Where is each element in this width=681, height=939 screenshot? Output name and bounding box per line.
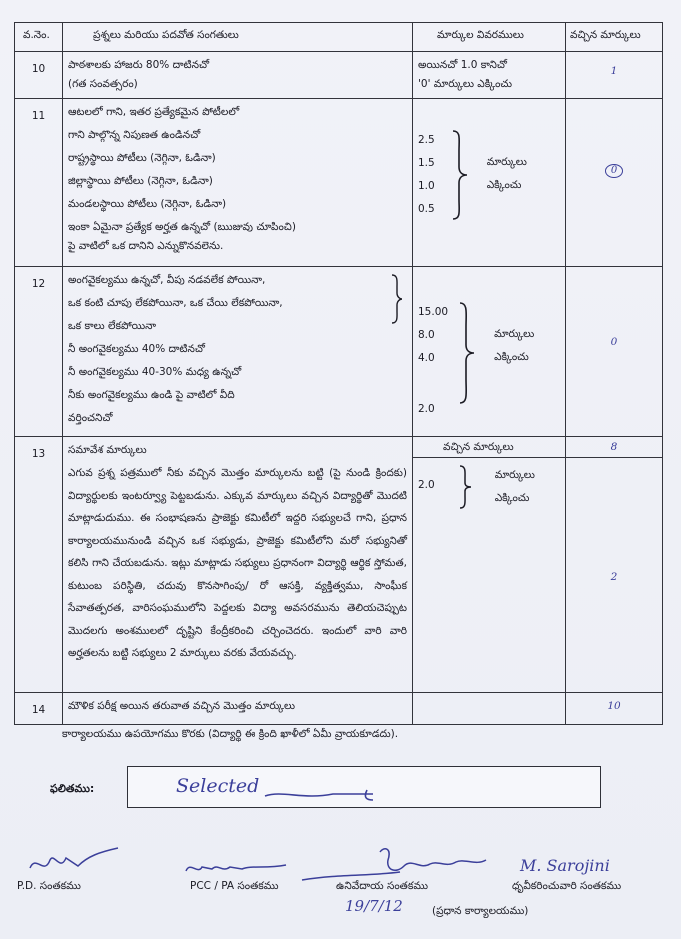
- result-underline-icon: [263, 787, 413, 806]
- question-cell: [63, 99, 413, 267]
- unit-line: మార్కులు: [494, 328, 535, 340]
- row-number: 13: [15, 437, 63, 693]
- question-line: ఒక కంటి చూపు లేకపోయినా, ఒక చేయి లేకపోయినా,: [68, 297, 283, 309]
- marks-unit: [481, 464, 535, 510]
- verifier-signature-label: ఉనివేదాయ సంతకము: [336, 880, 429, 892]
- sub-heading: వచ్చిన మార్కులు: [413, 437, 565, 458]
- marks-table: [14, 22, 663, 725]
- marks-value: 2.0: [418, 479, 435, 491]
- unit-line: మార్కులు: [486, 156, 527, 168]
- question-cell: [63, 267, 413, 437]
- pcc-signature-label: PCC / PA సంతకము: [190, 880, 279, 892]
- header-sno: వ.నెం.: [15, 23, 63, 52]
- table-row-13: [15, 437, 663, 693]
- details-cell: [413, 437, 566, 693]
- marks-unit: [480, 301, 534, 369]
- row-number: 12: [15, 267, 63, 437]
- question-line: మండలస్థాయి పోటీలు (నెగ్గినా, ఓడినా): [68, 198, 227, 210]
- result-label: ఫలితము:: [50, 782, 95, 795]
- row-number: 11: [15, 99, 63, 267]
- question-cell: మౌళిక పరీక్ష అయిన తరువాత వచ్చిన మొత్తం మార్కులు: [63, 693, 413, 725]
- marks-values: [418, 464, 435, 497]
- awarded-marks: [566, 99, 663, 267]
- table-header-row: [15, 23, 663, 52]
- interview-paragraph: ఎగువ ప్రశ్న పత్రములో నీకు వచ్చిన మొత్తం మార్కులను బట్టి (పై నుండి క్రిందకు) విద్యార్థులకు ఇంటర్వ్యూ పెట్టబడును. ఎక్కువ మార్కులు వచ్చిన విద్యార్థితో మొదటి మాట్లాడుదుము. ఈ సంభాషణను ప్రాజెక్టు కమిటీలో ఇద్దరి సభ్యులచే గాని, ప్రధాన కార్యాలయమునుండి వచ్చిన ఒక సభ్యుడు, ప్రాజెక్టు కమిటీలోని మరో సభ్యునితో కలిసి గాని చేయబడును. ఇట్లు మాట్లాడు సభ్యులు ప్రధానంగా విద్యార్థి ఆర్థిక స్తోమత, కుటుంబ పరిస్థితి, చదువు కొనసాగింపు/ రో ఆసక్తి, వ్యక్తిత్వము, సాంఘీక సేవాతత్పరత, వారిసంఘములోని పెద్దలకు విద్యా అవసరమును తెలియచెప్పుట మొదలగు అంశములలో దృష్టిని కేంద్రీకరించి చర్చించెదరు. ఇందులో వారి వారి అర్హతలను బట్టి సభ్యులు 2 మార్కులు వరకు వేయవచ్చు.: [68, 467, 407, 659]
- question-line: నీ అంగవైకల్యము 40% దాటినచో: [68, 343, 205, 355]
- head-office-label: (ప్రధాన కార్యాలయము): [432, 905, 529, 917]
- awarded-marks: 0: [566, 267, 663, 437]
- question-cell: [63, 52, 413, 99]
- office-use-note: కార్యాలయము ఉపయోగము కొరకు (విద్యార్థి ఈ క్రింది ఖాళీలో ఏమీ వ్రాయకూడదు).: [62, 728, 399, 740]
- section-heading: సమావేశ మార్కులు: [68, 444, 147, 456]
- row-number: 10: [15, 52, 63, 99]
- marks-value: 2.5: [418, 134, 435, 146]
- sub-awarded: 8: [566, 437, 662, 458]
- awarded-value: 0: [605, 164, 623, 178]
- details-cell: [413, 693, 566, 725]
- curly-brace-icon: [457, 464, 481, 510]
- table-row-12: [15, 267, 663, 437]
- table-row-10: [15, 52, 663, 99]
- question-line: నీ అంగవైకల్యము 40-30% మధ్య ఉన్నచో: [68, 366, 242, 378]
- question-line: రాష్ట్రస్థాయి పోటీలు (నెగ్గినా, ఓడినా): [68, 152, 216, 164]
- question-line: వర్తించనిచో: [68, 412, 113, 424]
- question-line: పాఠశాలకు హాజరు 80% దాటినచో: [68, 59, 210, 71]
- table-row-14: [15, 693, 663, 725]
- question-line: జిల్లాస్థాయి పోటీలు (నెగ్గినా, ఓడినా): [68, 175, 213, 187]
- question-line: పై వాటిలో ఒక దానిని ఎన్నుకొనవలెను.: [68, 240, 224, 252]
- marks-scale: [418, 301, 560, 421]
- question-line: ఆటలలో గాని, ఇతర ప్రత్యేకమైన పోటీలలో: [68, 106, 240, 118]
- marks-unit: [473, 129, 527, 197]
- certifier-name: M. Sarojini: [520, 856, 610, 875]
- marks-value: 1.5: [418, 157, 435, 169]
- marks-value: 2.0: [418, 403, 435, 415]
- question-line: నీకు అంగవైకల్యము ఉండి పై వాటిలో వీది: [68, 389, 235, 401]
- header-awarded: వచ్చిన మార్కులు: [566, 23, 663, 52]
- marks-values: [418, 129, 435, 221]
- curly-brace-icon: [449, 129, 473, 221]
- details-cell: [413, 267, 566, 437]
- unit-line: ఎక్కించు: [494, 351, 529, 363]
- header-question: ప్రశ్నలు మరియు పదవోత సంగతులు: [63, 23, 413, 52]
- marks-scale: [413, 458, 565, 510]
- unit-line: మార్కులు: [494, 469, 535, 481]
- awarded-marks: 10: [566, 693, 663, 725]
- pd-signature-label: P.D. సంతకము: [17, 880, 81, 892]
- details-cell: [413, 99, 566, 267]
- details-line: అయినచో 1.0 కానిచో: [418, 59, 507, 71]
- curly-brace-icon: [456, 301, 480, 405]
- question-line: అంగవైకల్యము ఉన్నచో, వీపు నడవలేక పోయినా,: [68, 274, 266, 286]
- details-cell: [413, 52, 566, 99]
- unit-line: ఎక్కించు: [494, 492, 530, 504]
- curly-brace-icon: [390, 273, 404, 334]
- row-number: 14: [15, 693, 63, 725]
- question-cell: [63, 437, 413, 693]
- awarded-value: 2: [610, 571, 618, 583]
- awarded-marks: [566, 437, 663, 693]
- marks-value: 15.00: [418, 306, 449, 318]
- table-row-11: [15, 99, 663, 267]
- question-line: ఒక కాలు లేకపోయినా: [68, 320, 157, 332]
- marks-scale: [418, 129, 560, 221]
- unit-line: ఎక్కించు: [486, 179, 522, 191]
- details-line: '0' మార్కులు ఎక్కించు: [418, 78, 513, 90]
- marks-value: 1.0: [418, 180, 435, 192]
- question-line: (గత సంవత్సరం): [68, 78, 138, 90]
- header-details: మార్కుల వివరములు: [413, 23, 566, 52]
- awarded-marks: 1: [566, 52, 663, 99]
- marks-value: 8.0: [418, 329, 435, 341]
- marks-value: 4.0: [418, 352, 435, 364]
- result-field: [127, 766, 601, 808]
- marks-values: [418, 301, 448, 421]
- result-value: Selected: [176, 775, 260, 797]
- marks-value: 0.5: [418, 203, 435, 215]
- question-line: ఇంకా ఏమైనా ప్రత్యేక అర్హత ఉన్నచో (ఋజువు చూపించి): [68, 221, 296, 233]
- question-line: గాని పాల్గొన్న నిపుణత ఉండినచో: [68, 129, 201, 141]
- certifier-signature-label: ధృవీకరించువారి సంతకము: [512, 880, 622, 892]
- verifier-date: 19/7/12: [345, 897, 403, 915]
